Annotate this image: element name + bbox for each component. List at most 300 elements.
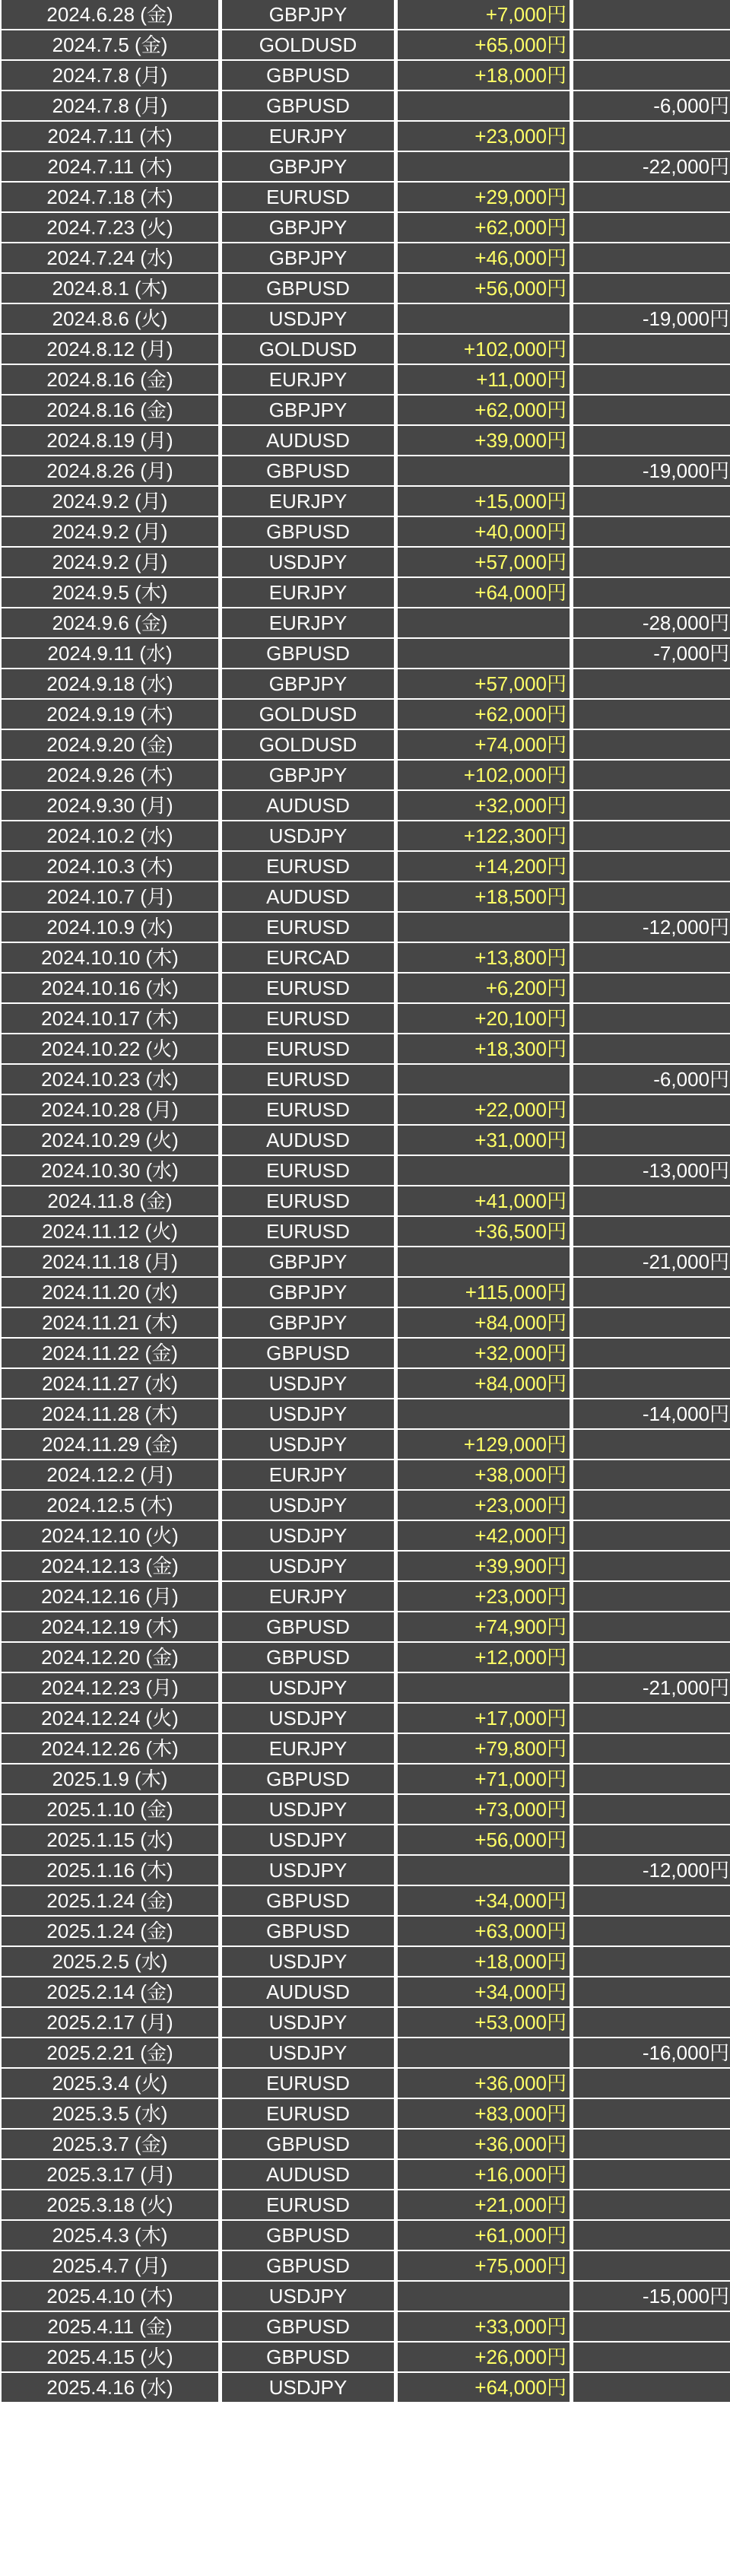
table-row bbox=[2, 335, 730, 364]
trade-date-cell: 2024.7.24 (水) bbox=[2, 243, 218, 272]
table-row bbox=[2, 1126, 730, 1155]
trade-date-cell: 2024.12.13 (金) bbox=[2, 1552, 218, 1580]
trade-date-cell: 2024.9.19 (木) bbox=[2, 700, 218, 729]
loss-cell bbox=[573, 1004, 730, 1033]
currency-pair-cell: USDJPY bbox=[222, 2282, 394, 2311]
loss-cell bbox=[573, 426, 730, 455]
currency-pair-cell: GBPUSD bbox=[222, 1886, 394, 1915]
loss-cell bbox=[573, 1947, 730, 1976]
loss-cell bbox=[573, 669, 730, 698]
loss-cell bbox=[573, 1977, 730, 2006]
loss-cell bbox=[573, 1186, 730, 1215]
profit-cell bbox=[398, 1673, 570, 1702]
profit-cell: +23,000円 bbox=[398, 1491, 570, 1520]
currency-pair-cell: USDJPY bbox=[222, 1521, 394, 1550]
currency-pair-cell: EURJPY bbox=[222, 608, 394, 637]
table-row bbox=[2, 2251, 730, 2280]
table-row bbox=[2, 821, 730, 850]
profit-cell bbox=[398, 1065, 570, 1094]
trade-date-cell: 2024.11.18 (月) bbox=[2, 1247, 218, 1276]
table-row bbox=[2, 2130, 730, 2158]
currency-pair-cell: GBPJPY bbox=[222, 152, 394, 181]
loss-cell: -21,000円 bbox=[573, 1673, 730, 1702]
currency-pair-cell: EURJPY bbox=[222, 578, 394, 607]
profit-cell: +40,000円 bbox=[398, 517, 570, 546]
table-row bbox=[2, 152, 730, 181]
profit-cell: +129,000円 bbox=[398, 1430, 570, 1459]
loss-cell bbox=[573, 213, 730, 242]
currency-pair-cell: USDJPY bbox=[222, 1552, 394, 1580]
currency-pair-cell: GBPUSD bbox=[222, 61, 394, 90]
table-row bbox=[2, 122, 730, 151]
trade-date-cell: 2024.8.26 (月) bbox=[2, 456, 218, 485]
currency-pair-cell: USDJPY bbox=[222, 1795, 394, 1824]
loss-cell bbox=[573, 2251, 730, 2280]
currency-pair-cell: EURJPY bbox=[222, 1460, 394, 1489]
currency-pair-cell: USDJPY bbox=[222, 1704, 394, 1733]
currency-pair-cell: EURUSD bbox=[222, 183, 394, 211]
currency-pair-cell: GBPUSD bbox=[222, 2130, 394, 2158]
currency-pair-cell: EURUSD bbox=[222, 974, 394, 1002]
table-row bbox=[2, 1704, 730, 1733]
trade-date-cell: 2024.8.16 (金) bbox=[2, 395, 218, 424]
profit-cell: +39,900円 bbox=[398, 1552, 570, 1580]
trade-date-cell: 2024.11.8 (金) bbox=[2, 1186, 218, 1215]
currency-pair-cell: EURUSD bbox=[222, 2190, 394, 2219]
currency-pair-cell: GBPUSD bbox=[222, 1339, 394, 1367]
table-row bbox=[2, 1247, 730, 1276]
trade-date-cell: 2024.7.23 (火) bbox=[2, 213, 218, 242]
currency-pair-cell: USDJPY bbox=[222, 2008, 394, 2037]
trade-date-cell: 2024.9.2 (月) bbox=[2, 548, 218, 577]
loss-cell bbox=[573, 943, 730, 972]
trade-date-cell: 2025.1.24 (金) bbox=[2, 1917, 218, 1945]
loss-cell bbox=[573, 2312, 730, 2341]
loss-cell bbox=[573, 730, 730, 759]
table-row bbox=[2, 0, 730, 29]
currency-pair-cell: GOLDUSD bbox=[222, 30, 394, 59]
trade-date-cell: 2025.2.14 (金) bbox=[2, 1977, 218, 2006]
loss-cell bbox=[573, 1034, 730, 1063]
currency-pair-cell: EURJPY bbox=[222, 1734, 394, 1763]
loss-cell bbox=[573, 1369, 730, 1398]
profit-cell: +115,000円 bbox=[398, 1278, 570, 1307]
currency-pair-cell: GBPJPY bbox=[222, 0, 394, 29]
trade-date-cell: 2024.9.30 (月) bbox=[2, 791, 218, 820]
currency-pair-cell: GBPJPY bbox=[222, 395, 394, 424]
loss-cell: -22,000円 bbox=[573, 152, 730, 181]
currency-pair-cell: GBPUSD bbox=[222, 2251, 394, 2280]
trade-date-cell: 2024.9.5 (木) bbox=[2, 578, 218, 607]
loss-cell bbox=[573, 1734, 730, 1763]
table-row bbox=[2, 1369, 730, 1398]
loss-cell bbox=[573, 761, 730, 789]
profit-cell bbox=[398, 456, 570, 485]
currency-pair-cell: GOLDUSD bbox=[222, 730, 394, 759]
profit-cell: +84,000円 bbox=[398, 1308, 570, 1337]
profit-cell: +74,000円 bbox=[398, 730, 570, 759]
table-row bbox=[2, 1643, 730, 1672]
table-row bbox=[2, 517, 730, 546]
profit-cell: +74,900円 bbox=[398, 1612, 570, 1641]
profit-cell: +71,000円 bbox=[398, 1764, 570, 1793]
profit-cell: +39,000円 bbox=[398, 426, 570, 455]
loss-cell bbox=[573, 395, 730, 424]
currency-pair-cell: USDJPY bbox=[222, 1825, 394, 1854]
trade-date-cell: 2025.3.5 (水) bbox=[2, 2099, 218, 2128]
profit-cell: +32,000円 bbox=[398, 791, 570, 820]
table-row bbox=[2, 1886, 730, 1915]
trade-date-cell: 2025.4.16 (水) bbox=[2, 2373, 218, 2402]
table-row bbox=[2, 1460, 730, 1489]
trade-date-cell: 2025.1.16 (木) bbox=[2, 1856, 218, 1885]
table-row bbox=[2, 1977, 730, 2006]
profit-cell bbox=[398, 1399, 570, 1428]
loss-cell: -21,000円 bbox=[573, 1247, 730, 1276]
profit-cell: +84,000円 bbox=[398, 1369, 570, 1398]
currency-pair-cell: GBPUSD bbox=[222, 2312, 394, 2341]
profit-cell bbox=[398, 608, 570, 637]
trade-date-cell: 2025.2.17 (月) bbox=[2, 2008, 218, 2037]
loss-cell bbox=[573, 852, 730, 881]
table-row bbox=[2, 2343, 730, 2371]
table-row bbox=[2, 578, 730, 607]
loss-cell bbox=[573, 882, 730, 911]
table-row bbox=[2, 1491, 730, 1520]
table-row bbox=[2, 274, 730, 303]
currency-pair-cell: AUDUSD bbox=[222, 1977, 394, 2006]
currency-pair-cell: GBPJPY bbox=[222, 1247, 394, 1276]
table-row bbox=[2, 395, 730, 424]
trade-date-cell: 2025.1.15 (水) bbox=[2, 1825, 218, 1854]
currency-pair-cell: AUDUSD bbox=[222, 1126, 394, 1155]
currency-pair-cell: AUDUSD bbox=[222, 791, 394, 820]
profit-cell: +18,000円 bbox=[398, 1947, 570, 1976]
table-row bbox=[2, 1186, 730, 1215]
currency-pair-cell: USDJPY bbox=[222, 2038, 394, 2067]
loss-cell: -14,000円 bbox=[573, 1399, 730, 1428]
trade-date-cell: 2024.9.26 (木) bbox=[2, 761, 218, 789]
trade-date-cell: 2024.12.5 (木) bbox=[2, 1491, 218, 1520]
profit-cell: +11,000円 bbox=[398, 365, 570, 394]
trade-date-cell: 2024.8.12 (月) bbox=[2, 335, 218, 364]
currency-pair-cell: GBPUSD bbox=[222, 456, 394, 485]
profit-cell: +32,000円 bbox=[398, 1339, 570, 1367]
trade-date-cell: 2024.9.2 (月) bbox=[2, 517, 218, 546]
currency-pair-cell: GOLDUSD bbox=[222, 700, 394, 729]
currency-pair-cell: USDJPY bbox=[222, 1856, 394, 1885]
trade-date-cell: 2025.4.3 (木) bbox=[2, 2221, 218, 2250]
table-row bbox=[2, 2008, 730, 2037]
table-row bbox=[2, 213, 730, 242]
trade-date-cell: 2024.8.1 (木) bbox=[2, 274, 218, 303]
trade-date-cell: 2024.10.16 (水) bbox=[2, 974, 218, 1002]
profit-cell: +16,000円 bbox=[398, 2160, 570, 2189]
table-row bbox=[2, 2221, 730, 2250]
table-row bbox=[2, 1552, 730, 1580]
trade-date-cell: 2024.7.18 (木) bbox=[2, 183, 218, 211]
profit-cell: +122,300円 bbox=[398, 821, 570, 850]
profit-cell: +6,200円 bbox=[398, 974, 570, 1002]
profit-cell: +31,000円 bbox=[398, 1126, 570, 1155]
profit-cell: +65,000円 bbox=[398, 30, 570, 59]
currency-pair-cell: GBPJPY bbox=[222, 1308, 394, 1337]
table-row bbox=[2, 1795, 730, 1824]
table-row bbox=[2, 1856, 730, 1885]
table-row bbox=[2, 243, 730, 272]
profit-cell: +42,000円 bbox=[398, 1521, 570, 1550]
table-row bbox=[2, 761, 730, 789]
trade-date-cell: 2024.10.29 (火) bbox=[2, 1126, 218, 1155]
currency-pair-cell: EURUSD bbox=[222, 2069, 394, 2098]
currency-pair-cell: GBPUSD bbox=[222, 2343, 394, 2371]
currency-pair-cell: USDJPY bbox=[222, 1399, 394, 1428]
profit-cell: +26,000円 bbox=[398, 2343, 570, 2371]
currency-pair-cell: EURUSD bbox=[222, 1004, 394, 1033]
currency-pair-cell: USDJPY bbox=[222, 1430, 394, 1459]
loss-cell: -28,000円 bbox=[573, 608, 730, 637]
trade-date-cell: 2025.3.18 (火) bbox=[2, 2190, 218, 2219]
loss-cell bbox=[573, 1491, 730, 1520]
profit-cell: +21,000円 bbox=[398, 2190, 570, 2219]
loss-cell bbox=[573, 122, 730, 151]
trade-date-cell: 2024.7.8 (月) bbox=[2, 61, 218, 90]
trade-date-cell: 2024.7.11 (木) bbox=[2, 122, 218, 151]
loss-cell bbox=[573, 2343, 730, 2371]
table-row bbox=[2, 1278, 730, 1307]
table-row bbox=[2, 669, 730, 698]
profit-cell: +62,000円 bbox=[398, 395, 570, 424]
profit-cell: +73,000円 bbox=[398, 1795, 570, 1824]
profit-cell: +79,800円 bbox=[398, 1734, 570, 1763]
trade-date-cell: 2024.7.8 (月) bbox=[2, 91, 218, 120]
profit-cell: +57,000円 bbox=[398, 548, 570, 577]
loss-cell: -13,000円 bbox=[573, 1156, 730, 1185]
table-row bbox=[2, 913, 730, 942]
table-row bbox=[2, 2038, 730, 2067]
profit-cell bbox=[398, 91, 570, 120]
currency-pair-cell: GBPUSD bbox=[222, 91, 394, 120]
currency-pair-cell: USDJPY bbox=[222, 1947, 394, 1976]
table-row bbox=[2, 1065, 730, 1094]
table-row bbox=[2, 1004, 730, 1033]
trade-date-cell: 2024.6.28 (金) bbox=[2, 0, 218, 29]
profit-cell: +18,500円 bbox=[398, 882, 570, 911]
loss-cell bbox=[573, 1582, 730, 1611]
loss-cell bbox=[573, 1764, 730, 1793]
table-row bbox=[2, 1034, 730, 1063]
profit-cell: +38,000円 bbox=[398, 1460, 570, 1489]
table-row bbox=[2, 1734, 730, 1763]
currency-pair-cell: GBPUSD bbox=[222, 2221, 394, 2250]
table-row bbox=[2, 487, 730, 516]
currency-pair-cell: USDJPY bbox=[222, 1673, 394, 1702]
profit-cell bbox=[398, 639, 570, 668]
table-row bbox=[2, 2373, 730, 2402]
trade-date-cell: 2025.3.17 (月) bbox=[2, 2160, 218, 2189]
profit-cell bbox=[398, 1156, 570, 1185]
table-row bbox=[2, 1339, 730, 1367]
table-row bbox=[2, 2312, 730, 2341]
table-row bbox=[2, 1673, 730, 1702]
currency-pair-cell: EURJPY bbox=[222, 1582, 394, 1611]
trade-date-cell: 2024.9.2 (月) bbox=[2, 487, 218, 516]
table-row bbox=[2, 456, 730, 485]
profit-cell: +102,000円 bbox=[398, 335, 570, 364]
table-row bbox=[2, 943, 730, 972]
trade-date-cell: 2024.9.11 (水) bbox=[2, 639, 218, 668]
currency-pair-cell: USDJPY bbox=[222, 1369, 394, 1398]
profit-cell: +62,000円 bbox=[398, 700, 570, 729]
profit-cell: +57,000円 bbox=[398, 669, 570, 698]
trade-date-cell: 2024.8.16 (金) bbox=[2, 365, 218, 394]
trade-date-cell: 2024.11.12 (火) bbox=[2, 1217, 218, 1246]
profit-cell: +102,000円 bbox=[398, 761, 570, 789]
loss-cell bbox=[573, 2099, 730, 2128]
currency-pair-cell: GBPJPY bbox=[222, 669, 394, 698]
trade-date-cell: 2024.11.27 (水) bbox=[2, 1369, 218, 1398]
loss-cell bbox=[573, 974, 730, 1002]
profit-cell: +23,000円 bbox=[398, 122, 570, 151]
currency-pair-cell: EURUSD bbox=[222, 1156, 394, 1185]
profit-cell: +41,000円 bbox=[398, 1186, 570, 1215]
currency-pair-cell: EURJPY bbox=[222, 365, 394, 394]
trade-date-cell: 2024.10.17 (木) bbox=[2, 1004, 218, 1033]
profit-cell: +83,000円 bbox=[398, 2099, 570, 2128]
trade-date-cell: 2024.9.18 (水) bbox=[2, 669, 218, 698]
trade-date-cell: 2024.10.22 (火) bbox=[2, 1034, 218, 1063]
currency-pair-cell: USDJPY bbox=[222, 548, 394, 577]
loss-cell bbox=[573, 1825, 730, 1854]
loss-cell: -16,000円 bbox=[573, 2038, 730, 2067]
trade-date-cell: 2024.12.26 (木) bbox=[2, 1734, 218, 1763]
loss-cell bbox=[573, 700, 730, 729]
profit-cell: +22,000円 bbox=[398, 1095, 570, 1124]
profit-cell: +23,000円 bbox=[398, 1582, 570, 1611]
loss-cell bbox=[573, 1521, 730, 1550]
trade-date-cell: 2024.12.19 (木) bbox=[2, 1612, 218, 1641]
table-row bbox=[2, 1947, 730, 1976]
table-row bbox=[2, 1582, 730, 1611]
profit-cell: +18,000円 bbox=[398, 61, 570, 90]
profit-cell: +62,000円 bbox=[398, 213, 570, 242]
loss-cell bbox=[573, 1552, 730, 1580]
loss-cell bbox=[573, 1643, 730, 1672]
currency-pair-cell: GBPUSD bbox=[222, 274, 394, 303]
profit-cell: +18,300円 bbox=[398, 1034, 570, 1063]
trade-date-cell: 2025.1.24 (金) bbox=[2, 1886, 218, 1915]
profit-cell: +64,000円 bbox=[398, 578, 570, 607]
table-row bbox=[2, 1825, 730, 1854]
trade-date-cell: 2024.10.30 (水) bbox=[2, 1156, 218, 1185]
loss-cell bbox=[573, 1460, 730, 1489]
trade-date-cell: 2024.9.20 (金) bbox=[2, 730, 218, 759]
loss-cell bbox=[573, 183, 730, 211]
loss-cell bbox=[573, 1339, 730, 1367]
table-row bbox=[2, 1095, 730, 1124]
currency-pair-cell: GBPUSD bbox=[222, 1764, 394, 1793]
loss-cell bbox=[573, 791, 730, 820]
table-row bbox=[2, 2190, 730, 2219]
trade-date-cell: 2024.9.6 (金) bbox=[2, 608, 218, 637]
trade-date-cell: 2024.11.22 (金) bbox=[2, 1339, 218, 1367]
trade-date-cell: 2024.8.19 (月) bbox=[2, 426, 218, 455]
profit-cell: +56,000円 bbox=[398, 274, 570, 303]
trade-date-cell: 2024.7.5 (金) bbox=[2, 30, 218, 59]
currency-pair-cell: EURUSD bbox=[222, 1095, 394, 1124]
profit-cell bbox=[398, 913, 570, 942]
table-row bbox=[2, 2282, 730, 2311]
profit-cell bbox=[398, 304, 570, 333]
table-row bbox=[2, 30, 730, 59]
trade-date-cell: 2024.12.23 (月) bbox=[2, 1673, 218, 1702]
currency-pair-cell: USDJPY bbox=[222, 304, 394, 333]
trade-date-cell: 2025.3.7 (金) bbox=[2, 2130, 218, 2158]
currency-pair-cell: EURUSD bbox=[222, 852, 394, 881]
loss-cell bbox=[573, 365, 730, 394]
trade-date-cell: 2024.10.9 (水) bbox=[2, 913, 218, 942]
trade-date-cell: 2024.12.24 (火) bbox=[2, 1704, 218, 1733]
table-row bbox=[2, 1217, 730, 1246]
currency-pair-cell: GBPUSD bbox=[222, 639, 394, 668]
table-row bbox=[2, 852, 730, 881]
currency-pair-cell: EURUSD bbox=[222, 1186, 394, 1215]
loss-cell: -19,000円 bbox=[573, 304, 730, 333]
trade-date-cell: 2024.10.2 (水) bbox=[2, 821, 218, 850]
profit-cell bbox=[398, 2282, 570, 2311]
trade-date-cell: 2024.11.21 (木) bbox=[2, 1308, 218, 1337]
trade-date-cell: 2024.12.2 (月) bbox=[2, 1460, 218, 1489]
trade-date-cell: 2024.10.7 (月) bbox=[2, 882, 218, 911]
trade-date-cell: 2025.1.10 (金) bbox=[2, 1795, 218, 1824]
loss-cell bbox=[573, 487, 730, 516]
loss-cell: -12,000円 bbox=[573, 1856, 730, 1885]
loss-cell bbox=[573, 274, 730, 303]
loss-cell bbox=[573, 821, 730, 850]
profit-cell: +53,000円 bbox=[398, 2008, 570, 2037]
trade-date-cell: 2025.2.21 (金) bbox=[2, 2038, 218, 2067]
table-row bbox=[2, 730, 730, 759]
profit-cell bbox=[398, 1856, 570, 1885]
loss-cell: -6,000円 bbox=[573, 91, 730, 120]
loss-cell bbox=[573, 30, 730, 59]
loss-cell bbox=[573, 1278, 730, 1307]
profit-cell: +33,000円 bbox=[398, 2312, 570, 2341]
trade-date-cell: 2025.4.7 (月) bbox=[2, 2251, 218, 2280]
profit-cell: +36,000円 bbox=[398, 2130, 570, 2158]
table-row bbox=[2, 1917, 730, 1945]
loss-cell: -19,000円 bbox=[573, 456, 730, 485]
table-row bbox=[2, 183, 730, 211]
loss-cell: -15,000円 bbox=[573, 2282, 730, 2311]
loss-cell bbox=[573, 1917, 730, 1945]
profit-cell: +14,200円 bbox=[398, 852, 570, 881]
loss-cell bbox=[573, 1886, 730, 1915]
table-row bbox=[2, 304, 730, 333]
trade-date-cell: 2025.3.4 (火) bbox=[2, 2069, 218, 2098]
loss-cell bbox=[573, 2190, 730, 2219]
loss-cell bbox=[573, 2008, 730, 2037]
trade-date-cell: 2024.10.10 (木) bbox=[2, 943, 218, 972]
loss-cell bbox=[573, 61, 730, 90]
profit-cell: +36,000円 bbox=[398, 2069, 570, 2098]
currency-pair-cell: GBPJPY bbox=[222, 243, 394, 272]
loss-cell bbox=[573, 2373, 730, 2402]
table-row bbox=[2, 1308, 730, 1337]
currency-pair-cell: EURUSD bbox=[222, 1217, 394, 1246]
loss-cell bbox=[573, 1217, 730, 1246]
table-row bbox=[2, 548, 730, 577]
